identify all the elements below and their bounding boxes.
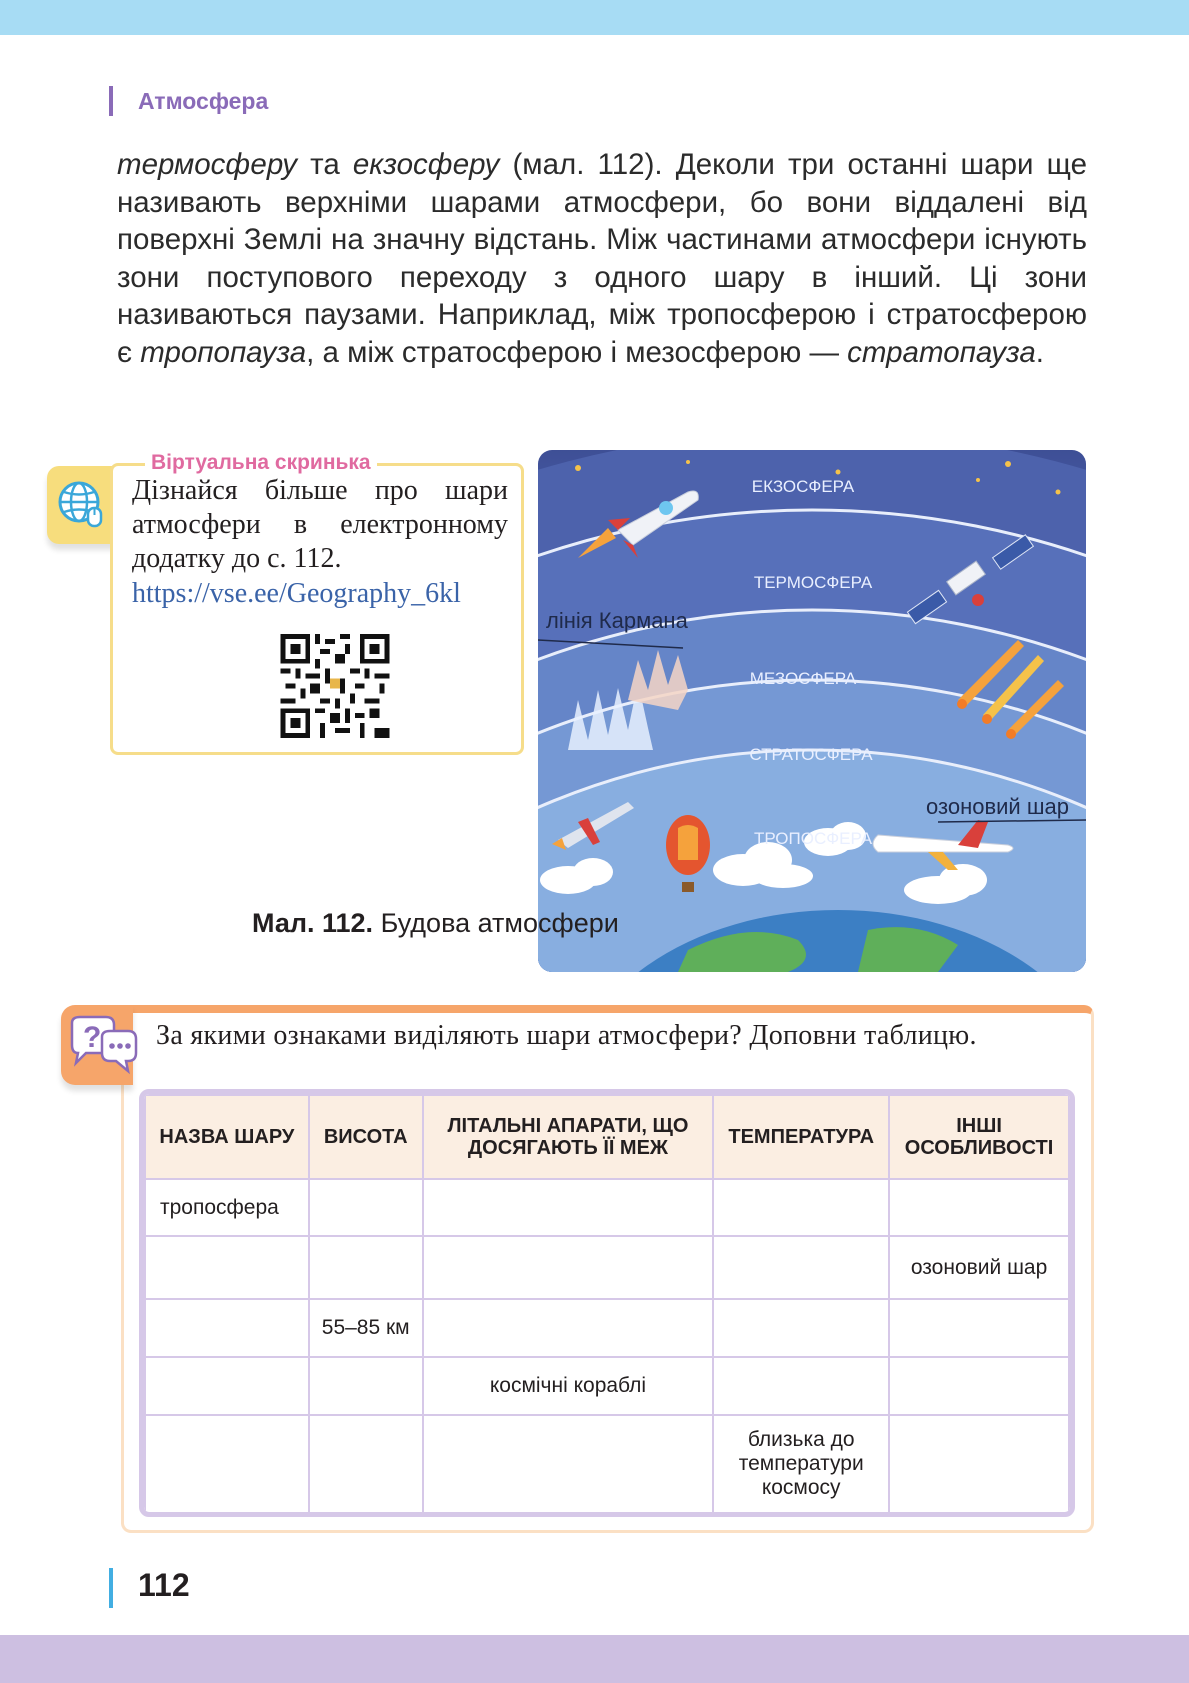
table-cell[interactable] — [889, 1357, 1069, 1415]
text-run: . — [1035, 335, 1044, 369]
table-header-row — [145, 1095, 1069, 1179]
term-thermosphere: термосферу — [117, 148, 297, 181]
text-run: (мал. 112). Деколи три останні шари ще називають верхніми шарами атмосфери, бо вони віддалені від поверхні Землі на значну відстань. Між частинами атмосфери існують зони поступового переходу з одного шару в інший. Ці зони називаються паузами. Наприклад, між тропосферою і стратосферою є — [117, 148, 1087, 369]
table-cell[interactable] — [713, 1357, 889, 1415]
section-title: Атмосфера — [138, 88, 269, 114]
table-cell[interactable] — [309, 1179, 423, 1236]
caption-text: Будова атмосфери — [373, 908, 619, 938]
term-tropopause: тропопауза — [140, 335, 307, 369]
virtual-box-link[interactable]: https://vse.ee/Geography_6kl — [132, 578, 461, 609]
table-cell[interactable] — [145, 1357, 309, 1415]
label-thermosphere: ТЕРМОСФЕРА — [753, 573, 873, 592]
table-cell[interactable] — [309, 1357, 423, 1415]
table-cell[interactable] — [423, 1415, 714, 1513]
figure-caption — [252, 906, 619, 941]
table-row — [145, 1357, 1069, 1415]
table-cell[interactable]: космічні кораблі — [423, 1357, 714, 1415]
question-speech-icon — [66, 1015, 138, 1077]
task-question: За якими ознаками виділяють шари атмосфери? Доповни таблицю. — [156, 1020, 977, 1051]
table-cell[interactable] — [889, 1299, 1069, 1357]
virtual-box-text: Дізнайся більше про шари атмосфери в електронному додатку до с. 112. — [132, 475, 508, 574]
header-layer-name: НАЗВА ШАРУ — [145, 1095, 309, 1179]
header-altitude: ВИСОТА — [309, 1095, 423, 1179]
table-cell[interactable] — [423, 1236, 714, 1299]
header-other-features: ІНШІ ОСОБЛИВОСТІ — [889, 1095, 1069, 1179]
section-marker — [109, 86, 113, 116]
table-row — [145, 1179, 1069, 1236]
label-stratosphere: СТРАТОСФЕРА — [749, 745, 873, 764]
table-cell[interactable] — [423, 1299, 714, 1357]
label-ozone-layer: озоновий шар — [926, 794, 1069, 819]
table-cell[interactable] — [423, 1179, 714, 1236]
header-temperature: ТЕМПЕРАТУРА — [713, 1095, 889, 1179]
table-row — [145, 1299, 1069, 1357]
text-run: та — [297, 148, 353, 181]
virtual-box-title: Віртуальна скринька — [145, 451, 377, 475]
table-cell[interactable]: 55–85 км — [309, 1299, 423, 1357]
table-cell[interactable] — [713, 1236, 889, 1299]
table-row — [145, 1415, 1069, 1513]
atmosphere-figure — [538, 450, 1086, 972]
table-cell[interactable]: близька до температури космосу — [713, 1415, 889, 1513]
term-exosphere: екзосферу — [352, 148, 500, 181]
bottom-band — [0, 1635, 1189, 1683]
table-row — [145, 1236, 1069, 1299]
label-karman-line: лінія Кармана — [546, 608, 688, 633]
globe-cursor-icon — [55, 478, 107, 530]
table-cell[interactable] — [145, 1415, 309, 1513]
label-mesosphere: МЕЗОСФЕРА — [749, 669, 857, 688]
layers-table — [139, 1089, 1075, 1517]
table-cell[interactable] — [145, 1236, 309, 1299]
page-marker — [109, 1568, 113, 1608]
table-cell[interactable]: озоновий шар — [889, 1236, 1069, 1299]
table-cell[interactable] — [713, 1299, 889, 1357]
table-cell[interactable] — [309, 1415, 423, 1513]
qr-code[interactable] — [280, 634, 390, 738]
header-aircraft: ЛІТАЛЬНІ АПАРАТИ, ЩО ДОСЯГАЮТЬ ЇЇ МЕЖ — [423, 1095, 714, 1179]
table-cell[interactable] — [889, 1179, 1069, 1236]
table-cell[interactable] — [889, 1415, 1069, 1513]
top-band — [0, 0, 1189, 35]
table-cell[interactable] — [145, 1299, 309, 1357]
body-paragraph — [117, 146, 1087, 371]
text-run: , а між стратосферою і мезосферою — — [306, 335, 848, 369]
term-stratopause: стратопауза — [847, 335, 1036, 369]
table-cell[interactable] — [713, 1179, 889, 1236]
page-number: 112 — [138, 1567, 190, 1603]
svg-text:?: ? — [83, 1021, 102, 1054]
caption-number: Мал. 112. — [252, 908, 374, 938]
table-cell[interactable] — [309, 1236, 423, 1299]
label-troposphere: ТРОПОСФЕРА — [753, 829, 873, 848]
table-cell[interactable]: тропосфера — [145, 1179, 309, 1236]
label-exosphere: ЕКЗОСФЕРА — [751, 477, 855, 496]
